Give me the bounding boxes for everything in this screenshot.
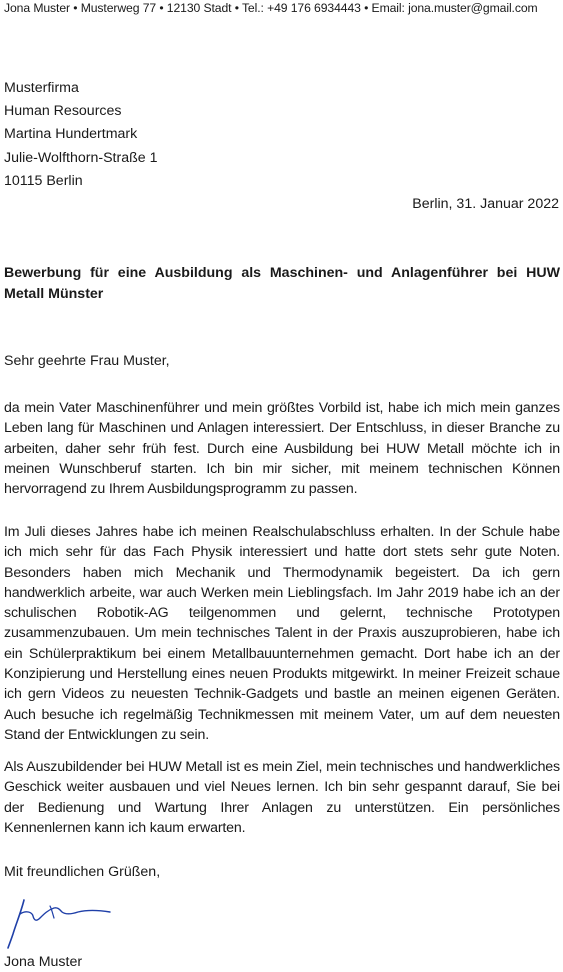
body-paragraph-2: Im Juli dieses Jahres habe ich meinen Realschulabschluss erhalten. In der Schule habe ich mich sehr für das Fach Physik interessiert und hatte dort stets sehr gute Noten. Besonders haben mich Mechanik und Thermodynamik begeistert. Da ich gern handwerklich arbeite, war auch Werken mein Lieblingsfach. Im Jahr 2019 habe ich an der schulischen Robotik-AG teilgenommen und gelernt, technische Prototypen zusammenzubauen. Um mein technisches Talent in der Praxis auszuprobieren, habe ich ein Schülerpraktikum bei einem Metallbauunternehmen gemacht. Dort habe ich an der Konzipierung und Herstellung eines neuen Produkts mitgewirkt. In meiner Freizeit schaue ich gern Videos zu neuesten Technik-Gadgets und bastle an meinen eigenen Geräten. Auch besuche ich regelmäßig Technikmessen mit meinem Vater, um auf dem neuesten Stand der Entwicklungen zu sein. [4,524,560,743]
signature-icon [2,888,114,950]
recipient-address [4,77,158,193]
signature-name: Jona Muster [4,954,83,970]
recipient-company: Musterfirma [4,80,79,96]
letter-subject: Bewerbung für eine Ausbildung als Maschinen- und Anlagenführer bei HUW Metall Münster [4,265,560,302]
body-paragraph-3: Als Auszubildender bei HUW Metall ist es mein Ziel, mein technisches und handwerkliches Geschick weiter ausbauen und viel Neues lernen. Ich bin sehr gespannt darauf, Sie bei der Bedienung und Wartung Ihrer Anlagen zu unterstützen. Ein persönliches Kennenlernen kann ich kaum erwarten. [4,759,560,836]
recipient-department: Human Resources [4,103,122,120]
letter-date: Berlin, 31. Januar 2022 [412,196,559,212]
recipient-person: Martina Hundertmark [4,126,138,143]
closing-phrase: Mit freundlichen Grüßen, [4,864,161,880]
salutation: Sehr geehrte Frau Muster, [4,353,170,369]
recipient-city: 10115 Berlin [4,172,83,189]
recipient-street: Julie-Wolfthorn-Straße 1 [4,149,158,166]
sender-contact-line: Jona Muster • Musterweg 77 • 12130 Stadt • Tel.: +49 176 6934443 • Email: jona.muster@gmail.com [4,1,538,15]
body-paragraph-1: da mein Vater Maschinenführer und mein größtes Vorbild ist, habe ich mich mein ganzes Leben lang für Maschinen und Anlagen interessiert. Der Entschluss, in dieser Branche zu arbeiten, daher sehr früh fest. Durch eine Ausbildung bei HUW Metall möchte ich in meinen Wunschberuf starten. Ich bin mir sicher, mit meinem technischen Können hervorragend zu Ihrem Ausbildungsprogramm zu passen. [4,400,560,498]
